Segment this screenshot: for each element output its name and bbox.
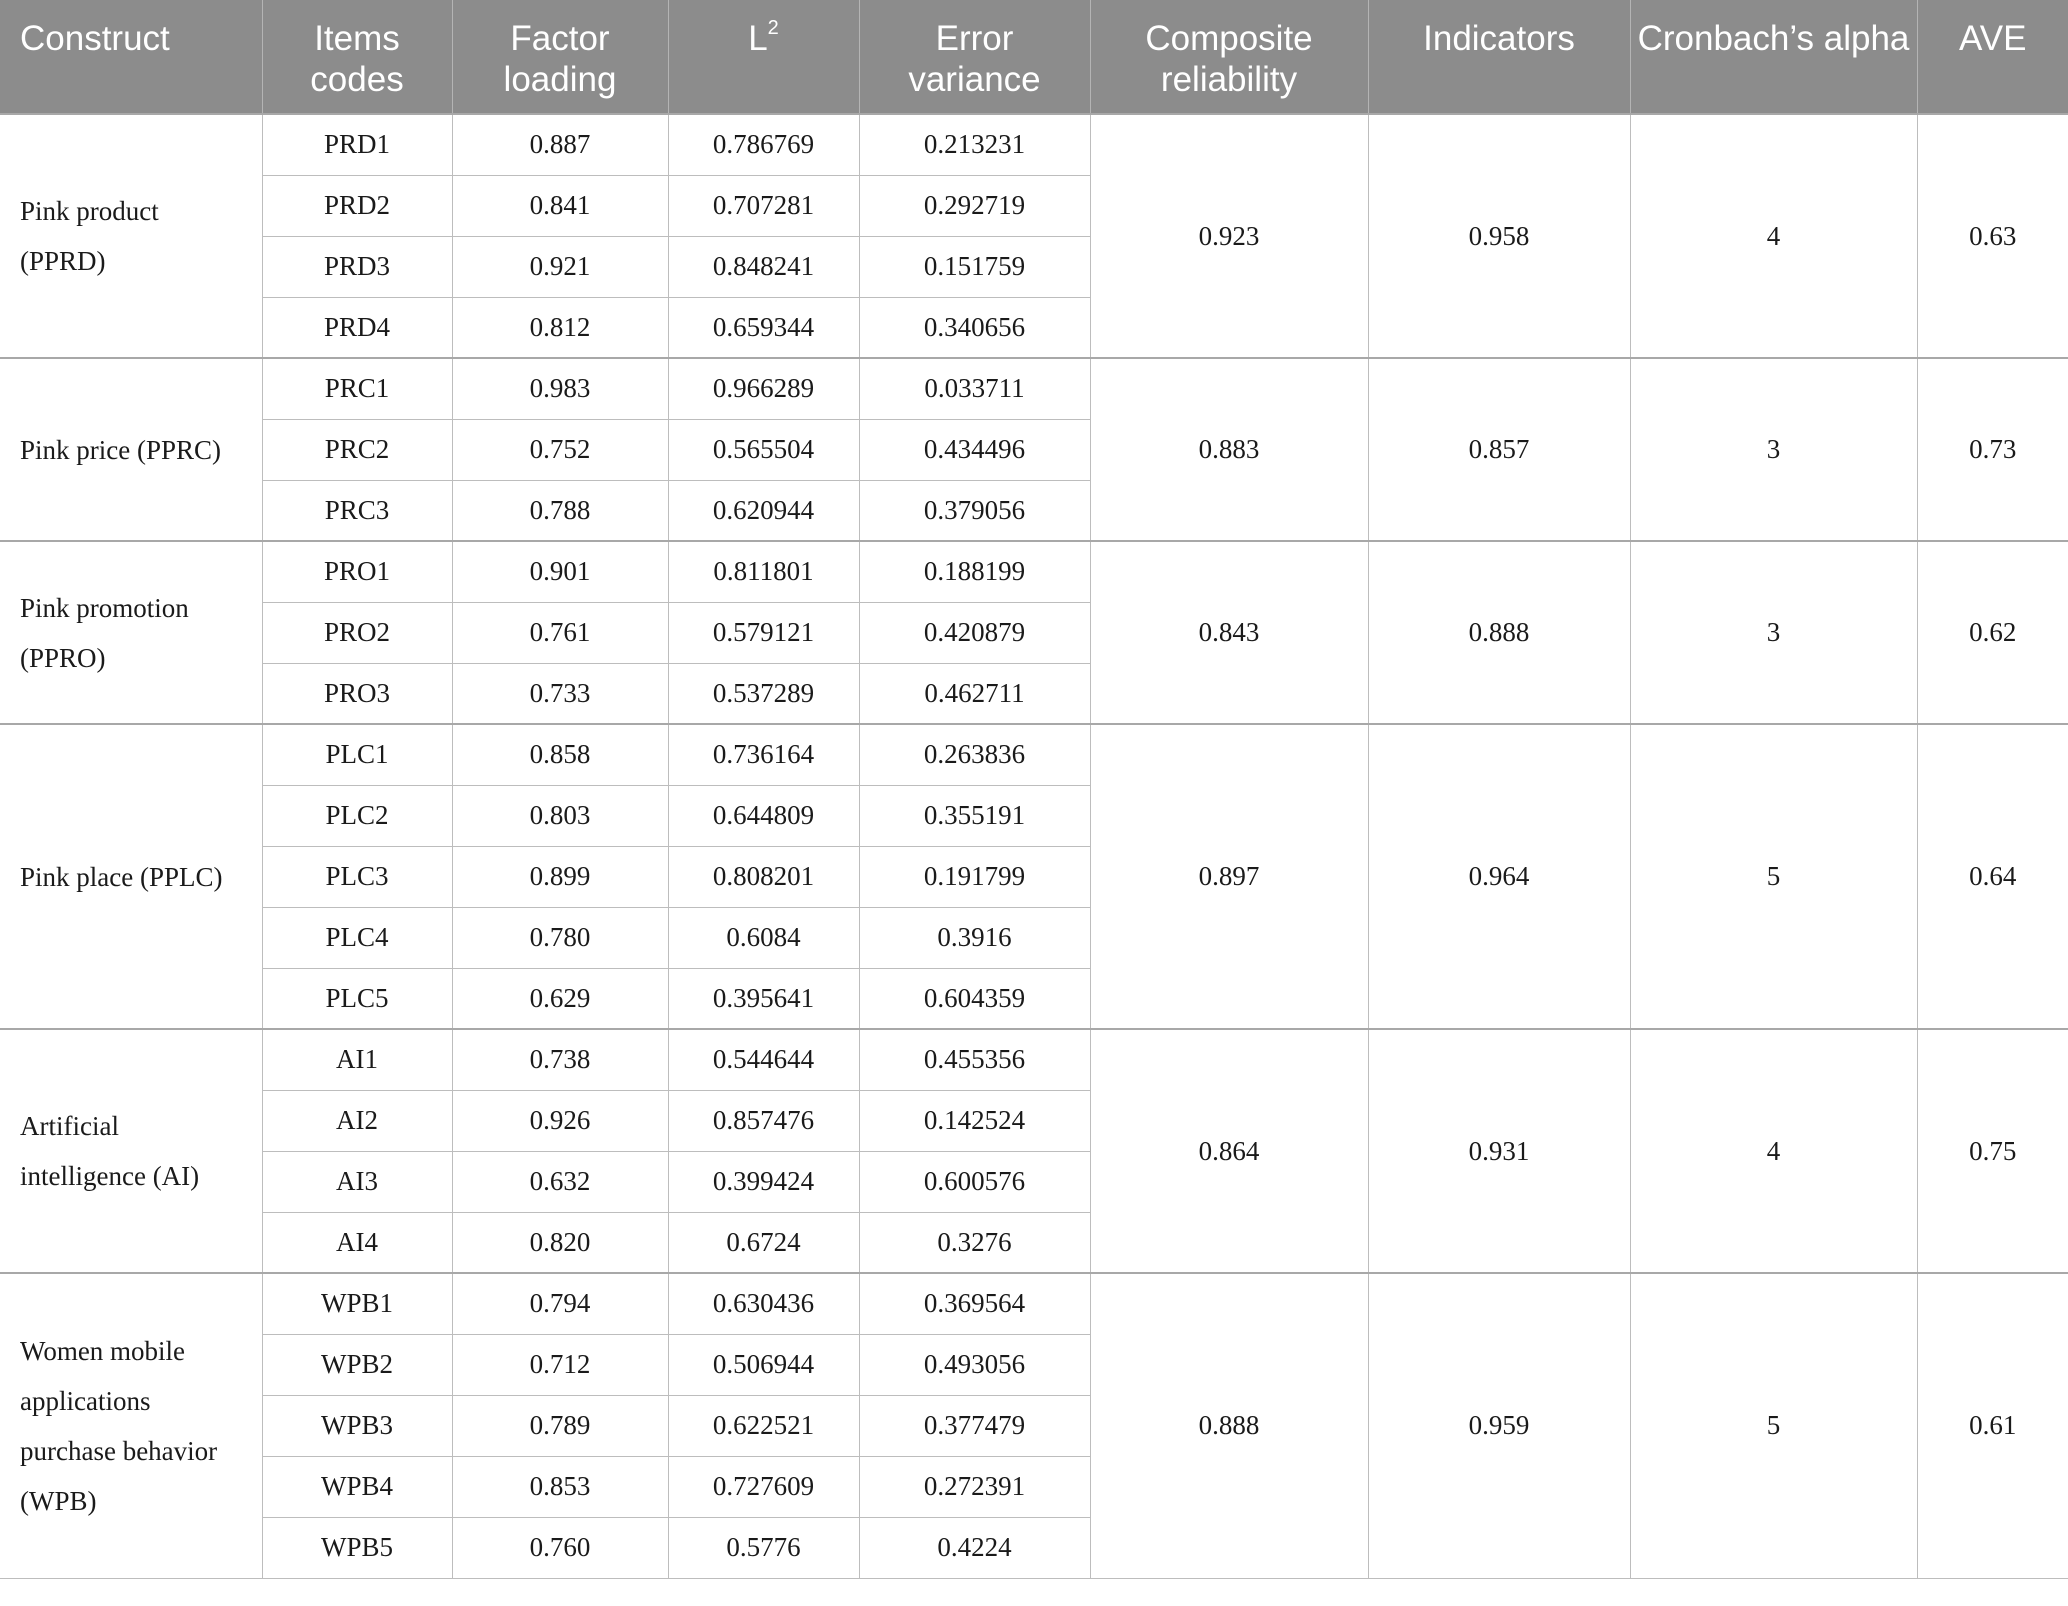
error-variance-cell: 0.272391 bbox=[859, 1456, 1090, 1517]
item-code-cell: AI4 bbox=[262, 1212, 452, 1273]
item-code-cell: AI3 bbox=[262, 1151, 452, 1212]
l-squared-cell: 0.786769 bbox=[668, 114, 859, 175]
cronbachs-alpha-cell: 4 bbox=[1630, 114, 1917, 358]
factor-loading-cell: 0.794 bbox=[452, 1273, 668, 1334]
l-squared-cell: 0.6724 bbox=[668, 1212, 859, 1273]
error-variance-cell: 0.369564 bbox=[859, 1273, 1090, 1334]
l-squared-cell: 0.537289 bbox=[668, 663, 859, 724]
table-row bbox=[0, 114, 2068, 175]
factor-loading-cell: 0.738 bbox=[452, 1029, 668, 1090]
error-variance-cell: 0.3276 bbox=[859, 1212, 1090, 1273]
error-variance-cell: 0.455356 bbox=[859, 1029, 1090, 1090]
indicators-cell: 0.958 bbox=[1368, 114, 1630, 358]
l-squared-cell: 0.395641 bbox=[668, 968, 859, 1029]
construct-cell: Pink promotion (PPRO) bbox=[0, 541, 262, 724]
item-code-cell: WPB2 bbox=[262, 1334, 452, 1395]
l-squared-cell: 0.565504 bbox=[668, 419, 859, 480]
composite-reliability-cell: 0.883 bbox=[1090, 358, 1368, 541]
l-squared-cell: 0.659344 bbox=[668, 297, 859, 358]
header-ave: AVE bbox=[1917, 0, 2068, 114]
error-variance-cell: 0.493056 bbox=[859, 1334, 1090, 1395]
composite-reliability-cell: 0.888 bbox=[1090, 1273, 1368, 1578]
factor-loading-cell: 0.841 bbox=[452, 175, 668, 236]
factor-loading-cell: 0.760 bbox=[452, 1517, 668, 1578]
table-row bbox=[0, 541, 2068, 602]
item-code-cell: PRC2 bbox=[262, 419, 452, 480]
factor-loading-cell: 0.788 bbox=[452, 480, 668, 541]
construct-cell: Pink price (PPRC) bbox=[0, 358, 262, 541]
l-squared-cell: 0.727609 bbox=[668, 1456, 859, 1517]
l-squared-cell: 0.857476 bbox=[668, 1090, 859, 1151]
header-cronbachs-alpha: Cronbach’s alpha bbox=[1630, 0, 1917, 114]
header-item-codes: Items codes bbox=[262, 0, 452, 114]
l-squared-cell: 0.544644 bbox=[668, 1029, 859, 1090]
construct-cell: Pink product (PPRD) bbox=[0, 114, 262, 358]
cronbachs-alpha-cell: 3 bbox=[1630, 358, 1917, 541]
error-variance-cell: 0.292719 bbox=[859, 175, 1090, 236]
ave-cell: 0.61 bbox=[1917, 1273, 2068, 1578]
factor-loading-cell: 0.780 bbox=[452, 907, 668, 968]
factor-loading-cell: 0.858 bbox=[452, 724, 668, 785]
factor-loading-cell: 0.921 bbox=[452, 236, 668, 297]
factor-loading-cell: 0.853 bbox=[452, 1456, 668, 1517]
item-code-cell: PRD3 bbox=[262, 236, 452, 297]
header-composite-reliability: Composite reliability bbox=[1090, 0, 1368, 114]
error-variance-cell: 0.263836 bbox=[859, 724, 1090, 785]
construct-cell: Artificial intelligence (AI) bbox=[0, 1029, 262, 1273]
l-squared-cell: 0.707281 bbox=[668, 175, 859, 236]
table-body bbox=[0, 114, 2068, 1578]
factor-loading-cell: 0.752 bbox=[452, 419, 668, 480]
l-squared-cell: 0.579121 bbox=[668, 602, 859, 663]
cronbachs-alpha-cell: 4 bbox=[1630, 1029, 1917, 1273]
error-variance-cell: 0.3916 bbox=[859, 907, 1090, 968]
item-code-cell: WPB5 bbox=[262, 1517, 452, 1578]
indicators-cell: 0.959 bbox=[1368, 1273, 1630, 1578]
item-code-cell: PLC4 bbox=[262, 907, 452, 968]
error-variance-cell: 0.462711 bbox=[859, 663, 1090, 724]
factor-loading-cell: 0.632 bbox=[452, 1151, 668, 1212]
header-l-squared-exponent: 2 bbox=[767, 17, 779, 40]
item-code-cell: PRD4 bbox=[262, 297, 452, 358]
l-squared-cell: 0.622521 bbox=[668, 1395, 859, 1456]
l-squared-cell: 0.811801 bbox=[668, 541, 859, 602]
factor-loading-cell: 0.901 bbox=[452, 541, 668, 602]
header-error-variance: Error variance bbox=[859, 0, 1090, 114]
error-variance-cell: 0.355191 bbox=[859, 785, 1090, 846]
indicators-cell: 0.931 bbox=[1368, 1029, 1630, 1273]
l-squared-cell: 0.506944 bbox=[668, 1334, 859, 1395]
header-row bbox=[0, 0, 2068, 114]
error-variance-cell: 0.4224 bbox=[859, 1517, 1090, 1578]
item-code-cell: PRC1 bbox=[262, 358, 452, 419]
error-variance-cell: 0.600576 bbox=[859, 1151, 1090, 1212]
factor-loading-cell: 0.803 bbox=[452, 785, 668, 846]
factor-loading-cell: 0.926 bbox=[452, 1090, 668, 1151]
header-indicators: Indicators bbox=[1368, 0, 1630, 114]
item-code-cell: WPB4 bbox=[262, 1456, 452, 1517]
cronbachs-alpha-cell: 5 bbox=[1630, 1273, 1917, 1578]
l-squared-cell: 0.6084 bbox=[668, 907, 859, 968]
header-factor-loading: Factor loading bbox=[452, 0, 668, 114]
ave-cell: 0.62 bbox=[1917, 541, 2068, 724]
table-row bbox=[0, 358, 2068, 419]
table-header bbox=[0, 0, 2068, 114]
l-squared-cell: 0.848241 bbox=[668, 236, 859, 297]
factor-loading-cell: 0.761 bbox=[452, 602, 668, 663]
composite-reliability-cell: 0.864 bbox=[1090, 1029, 1368, 1273]
cronbachs-alpha-cell: 5 bbox=[1630, 724, 1917, 1029]
l-squared-cell: 0.630436 bbox=[668, 1273, 859, 1334]
indicators-cell: 0.857 bbox=[1368, 358, 1630, 541]
ave-cell: 0.75 bbox=[1917, 1029, 2068, 1273]
header-construct: Construct bbox=[0, 0, 262, 114]
indicators-cell: 0.964 bbox=[1368, 724, 1630, 1029]
factor-loading-cell: 0.733 bbox=[452, 663, 668, 724]
table-row bbox=[0, 1273, 2068, 1334]
ave-cell: 0.73 bbox=[1917, 358, 2068, 541]
construct-cell: Women mobile applications purchase behavior (WPB) bbox=[0, 1273, 262, 1578]
error-variance-cell: 0.434496 bbox=[859, 419, 1090, 480]
header-l-squared bbox=[668, 0, 859, 114]
l-squared-cell: 0.966289 bbox=[668, 358, 859, 419]
indicators-cell: 0.888 bbox=[1368, 541, 1630, 724]
item-code-cell: PRO3 bbox=[262, 663, 452, 724]
table-row bbox=[0, 724, 2068, 785]
error-variance-cell: 0.377479 bbox=[859, 1395, 1090, 1456]
item-code-cell: PRC3 bbox=[262, 480, 452, 541]
l-squared-cell: 0.736164 bbox=[668, 724, 859, 785]
l-squared-cell: 0.399424 bbox=[668, 1151, 859, 1212]
error-variance-cell: 0.340656 bbox=[859, 297, 1090, 358]
ave-cell: 0.64 bbox=[1917, 724, 2068, 1029]
factor-loading-cell: 0.820 bbox=[452, 1212, 668, 1273]
item-code-cell: PLC5 bbox=[262, 968, 452, 1029]
error-variance-cell: 0.420879 bbox=[859, 602, 1090, 663]
error-variance-cell: 0.151759 bbox=[859, 236, 1090, 297]
item-code-cell: AI1 bbox=[262, 1029, 452, 1090]
l-squared-cell: 0.5776 bbox=[668, 1517, 859, 1578]
item-code-cell: WPB3 bbox=[262, 1395, 452, 1456]
item-code-cell: PLC1 bbox=[262, 724, 452, 785]
l-squared-cell: 0.620944 bbox=[668, 480, 859, 541]
item-code-cell: AI2 bbox=[262, 1090, 452, 1151]
error-variance-cell: 0.188199 bbox=[859, 541, 1090, 602]
item-code-cell: PRO1 bbox=[262, 541, 452, 602]
l-squared-cell: 0.644809 bbox=[668, 785, 859, 846]
composite-reliability-cell: 0.923 bbox=[1090, 114, 1368, 358]
item-code-cell: PRO2 bbox=[262, 602, 452, 663]
factor-loading-cell: 0.629 bbox=[452, 968, 668, 1029]
cronbachs-alpha-cell: 3 bbox=[1630, 541, 1917, 724]
table-row bbox=[0, 1029, 2068, 1090]
composite-reliability-cell: 0.843 bbox=[1090, 541, 1368, 724]
item-code-cell: PLC3 bbox=[262, 846, 452, 907]
item-code-cell: PLC2 bbox=[262, 785, 452, 846]
error-variance-cell: 0.142524 bbox=[859, 1090, 1090, 1151]
error-variance-cell: 0.033711 bbox=[859, 358, 1090, 419]
l-squared-cell: 0.808201 bbox=[668, 846, 859, 907]
factor-loading-cell: 0.983 bbox=[452, 358, 668, 419]
item-code-cell: PRD2 bbox=[262, 175, 452, 236]
factor-loading-cell: 0.899 bbox=[452, 846, 668, 907]
factor-loading-cell: 0.812 bbox=[452, 297, 668, 358]
header-l-squared-base: L bbox=[748, 19, 768, 58]
factor-loading-cell: 0.789 bbox=[452, 1395, 668, 1456]
factor-loading-cell: 0.887 bbox=[452, 114, 668, 175]
composite-reliability-cell: 0.897 bbox=[1090, 724, 1368, 1029]
item-code-cell: PRD1 bbox=[262, 114, 452, 175]
error-variance-cell: 0.379056 bbox=[859, 480, 1090, 541]
ave-cell: 0.63 bbox=[1917, 114, 2068, 358]
factor-loading-cell: 0.712 bbox=[452, 1334, 668, 1395]
error-variance-cell: 0.191799 bbox=[859, 846, 1090, 907]
error-variance-cell: 0.213231 bbox=[859, 114, 1090, 175]
error-variance-cell: 0.604359 bbox=[859, 968, 1090, 1029]
construct-cell: Pink place (PPLC) bbox=[0, 724, 262, 1029]
item-code-cell: WPB1 bbox=[262, 1273, 452, 1334]
